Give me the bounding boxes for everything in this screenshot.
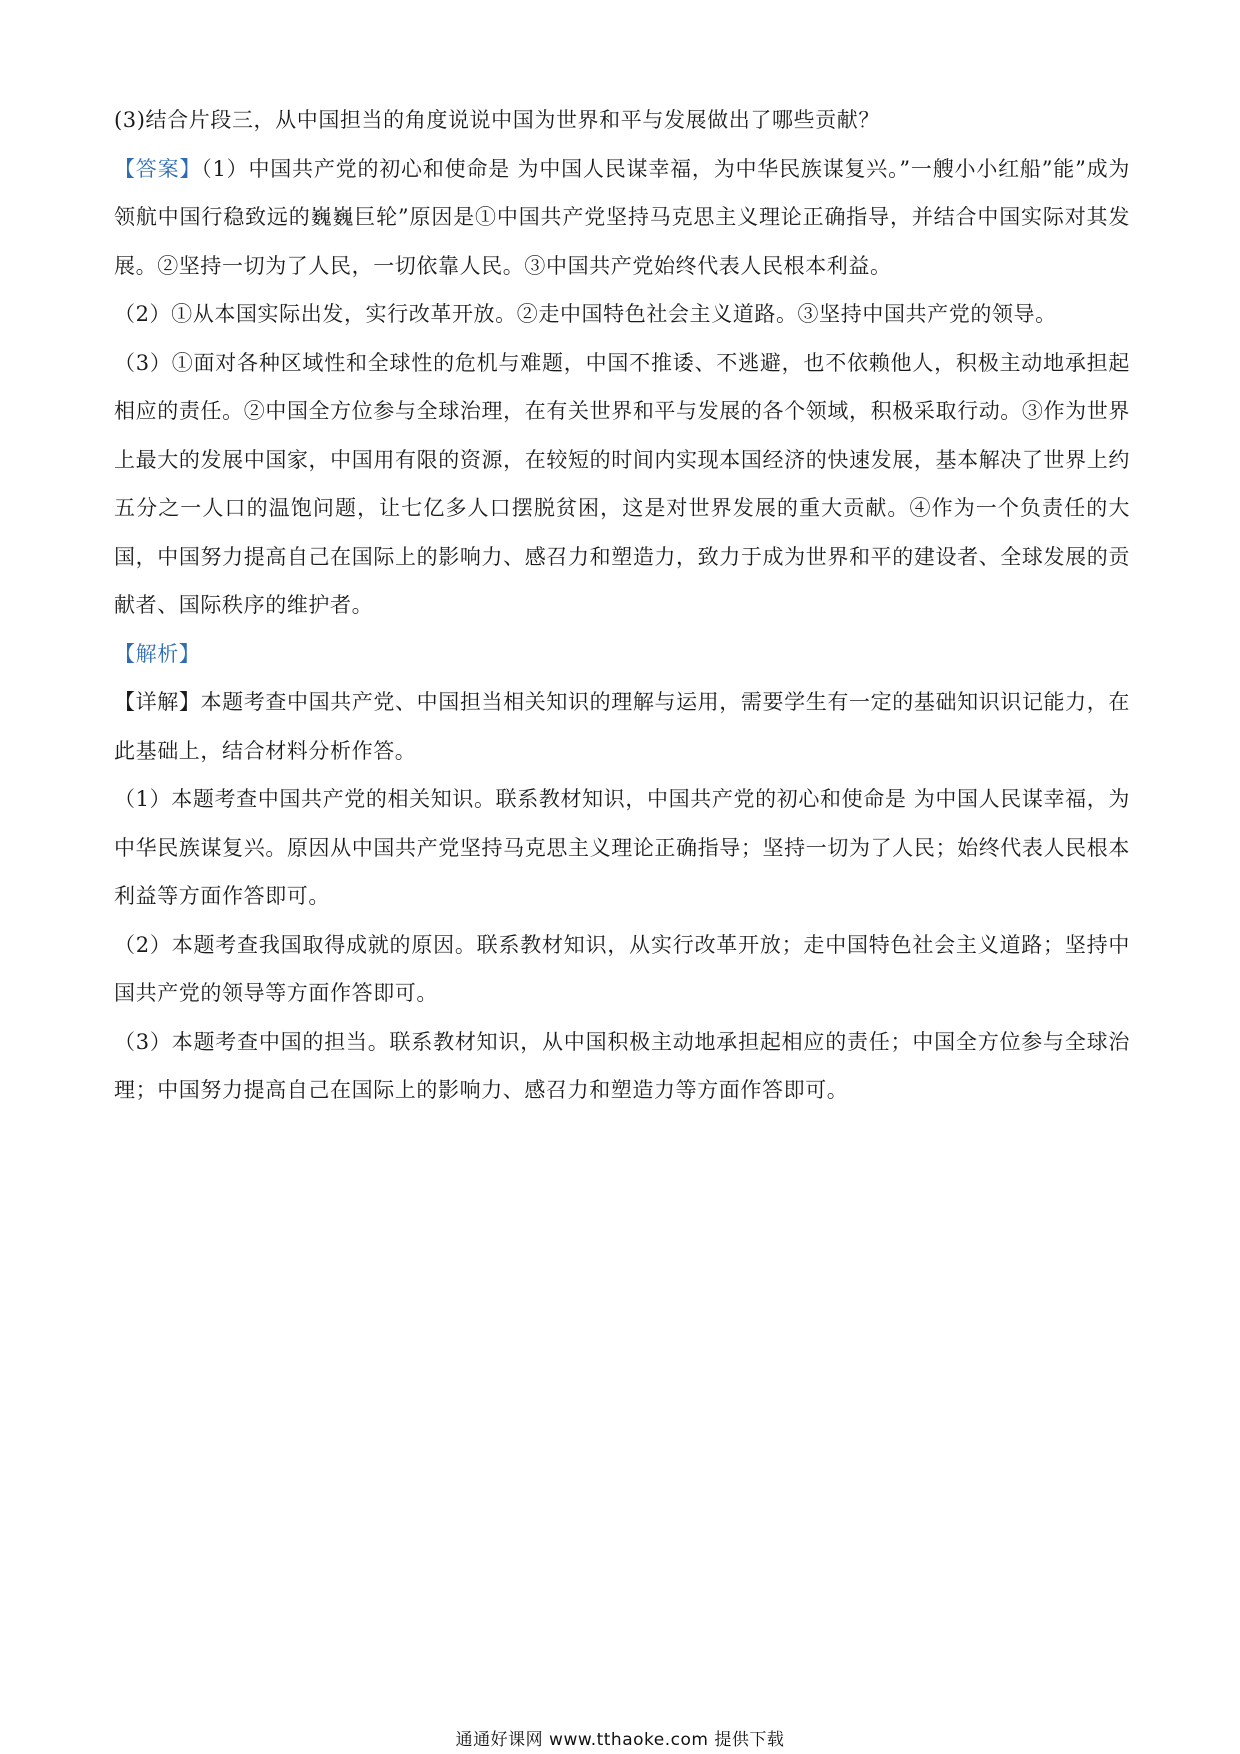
analysis-tag: 【解析】 — [114, 641, 201, 666]
document-body — [114, 96, 1130, 1115]
answer-part-1 — [114, 145, 1130, 291]
page-footer: 通通好课网 www.tthaoke.com 提供下载 — [455, 1730, 785, 1750]
analysis-part-1: （1）本题考查中国共产党的相关知识。联系教材知识，中国共产党的初心和使命是 为中国人民谋幸福，为中华民族谋复兴。原因从中国共产党坚持马克思主义理论正确指导；坚持一切为了人民；始终代表人民根本利益等方面作答即可。 — [114, 787, 1130, 908]
detail-tag: 【详解】 — [114, 690, 201, 714]
answer-part-3: （3）①面对各种区域性和全球性的危机与难题，中国不推诿、不逃避，也不依赖他人，积极主动地承担起相应的责任。②中国全方位参与全球治理，在有关世界和平与发展的各个领域，积极采取行动。③作为世界上最大的发展中国家，中国用有限的资源，在较短的时间内实现本国经济的快速发展，基本解决了世界上约五分之一人口的温饱问题，让七亿多人口摆脱贫困，这是对世界发展的重大贡献。④作为一个负责任的大国，中国努力提高自己在国际上的影响力、感召力和塑造力，致力于成为世界和平的建设者、全球发展的贡献者、国际秩序的维护者。 — [114, 350, 1130, 617]
answer-part-1-text: （1）中国共产党的初心和使命是 为中国人民谋幸福，为中华民族谋复兴。”一艘小小红船”能”成为领航中国行稳致远的巍巍巨轮”原因是①中国共产党坚持马克思主义理论正确指导，并结合中国实际对其发展。②坚持一切为了人民，一切依靠人民。③中国共产党始终代表人民根本利益。 — [114, 156, 1130, 278]
answer-tag: 【答案】 — [114, 156, 202, 181]
answer-part-2: （2）①从本国实际出发，实行改革开放。②走中国特色社会主义道路。③坚持中国共产党的领导。 — [114, 302, 1057, 326]
analysis-part-2: （2）本题考查我国取得成就的原因。联系教材知识，从实行改革开放；走中国特色社会主义道路；坚持中国共产党的领导等方面作答即可。 — [114, 932, 1130, 1005]
analysis-heading — [114, 630, 1130, 679]
question-3: (3)结合片段三，从中国担当的角度说说中国为世界和平与发展做出了哪些贡献？ — [114, 108, 880, 132]
analysis-part-3: （3）本题考查中国的担当。联系教材知识，从中国积极主动地承担起相应的责任；中国全方位参与全球治理；中国努力提高自己在国际上的影响力、感召力和塑造力等方面作答即可。 — [114, 1029, 1130, 1102]
detail-text: 本题考查中国共产党、中国担当相关知识的理解与运用，需要学生有一定的基础知识识记能力，在此基础上，结合材料分析作答。 — [114, 690, 1131, 763]
analysis-detail — [114, 678, 1130, 775]
